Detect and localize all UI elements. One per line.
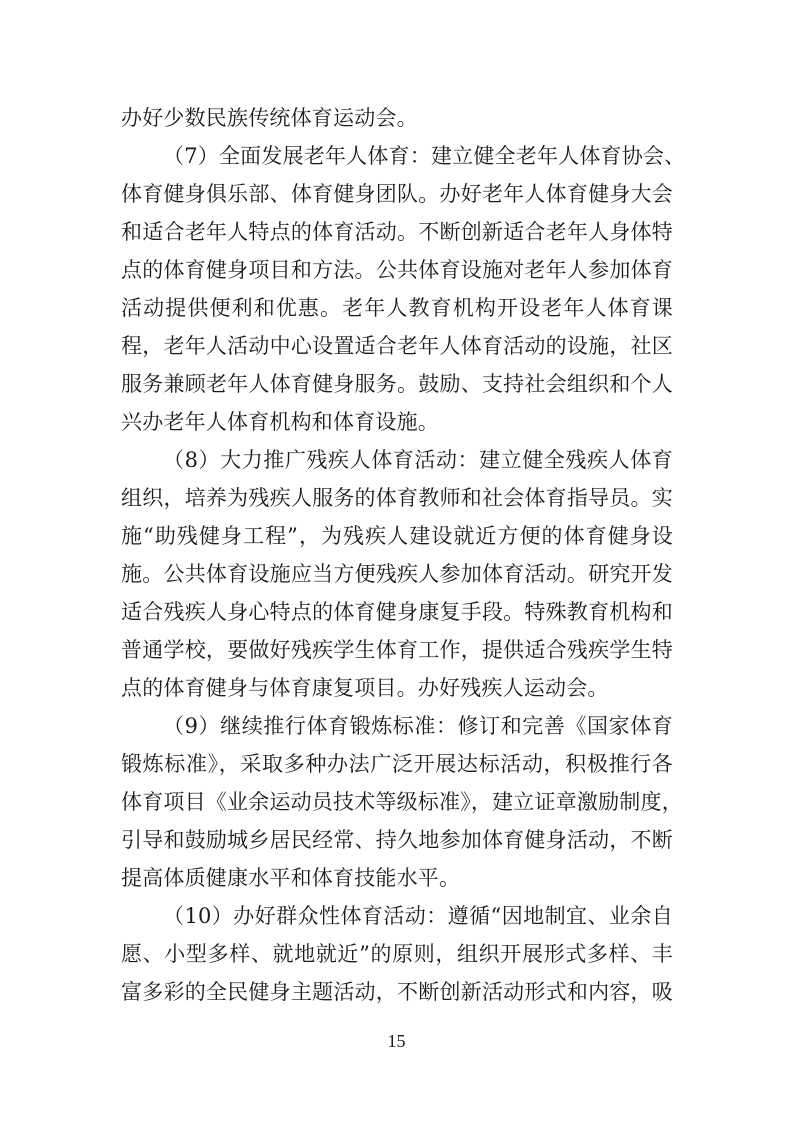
text-line: 施。公共体育设施应当方便残疾人参加体育活动。研究开发 bbox=[121, 562, 673, 586]
text-line: 程，老年人活动中心设置适合老年人体育活动的设施，社区 bbox=[121, 334, 673, 358]
text-line: 服务兼顾老年人体育健身服务。鼓励、支持社会组织和个人 bbox=[121, 372, 673, 396]
text-line: 锻炼标准》，采取多种办法广泛开展达标活动，积极推行各 bbox=[121, 752, 673, 776]
text-line: 愿、小型多样、就地就近”的原则，组织开展形式多样、丰 bbox=[121, 942, 673, 966]
text-line: 提高体质健康水平和体育技能水平。 bbox=[121, 866, 461, 890]
text-line: （8）大力推广残疾人体育活动：建立健全残疾人体育 bbox=[163, 448, 673, 472]
text-line: （9）继续推行体育锻炼标准：修订和完善《国家体育 bbox=[163, 714, 673, 738]
text-line: 和适合老年人特点的体育活动。不断创新适合老年人身体特 bbox=[121, 220, 673, 244]
text-line: 适合残疾人身心特点的体育健身康复手段。特殊教育机构和 bbox=[121, 600, 673, 624]
page-number: 15 bbox=[387, 1031, 406, 1051]
text-line: （7）全面发展老年人体育：建立健全老年人体育协会、 bbox=[163, 144, 686, 168]
text-line: 组织，培养为残疾人服务的体育教师和社会体育指导员。实 bbox=[121, 486, 673, 510]
text-line: 体育健身俱乐部、体育健身团队。办好老年人体育健身大会 bbox=[121, 182, 673, 206]
text-line: 引导和鼓励城乡居民经常、持久地参加体育健身活动，不断 bbox=[121, 828, 673, 852]
text-line: 施“助残健身工程”，为残疾人建设就近方便的体育健身设 bbox=[121, 524, 673, 548]
text-line: 点的体育健身项目和方法。公共体育设施对老年人参加体育 bbox=[121, 258, 673, 282]
text-line: 富多彩的全民健身主题活动，不断创新活动形式和内容，吸 bbox=[121, 980, 673, 1004]
text-line: 普通学校，要做好残疾学生体育工作，提供适合残疾学生特 bbox=[121, 638, 673, 662]
text-line: 兴办老年人体育机构和体育设施。 bbox=[121, 410, 439, 434]
text-line: 点的体育健身与体育康复项目。办好残疾人运动会。 bbox=[121, 676, 609, 700]
text-line: 活动提供便利和优惠。老年人教育机构开设老年人体育课 bbox=[121, 296, 673, 320]
text-line: 体育项目《业余运动员技术等级标准》，建立证章激励制度， bbox=[121, 790, 683, 814]
text-line: 办好少数民族传统体育运动会。 bbox=[121, 106, 418, 130]
text-line: （10）办好群众性体育活动：遵循“因地制宜、业余自 bbox=[163, 904, 673, 928]
